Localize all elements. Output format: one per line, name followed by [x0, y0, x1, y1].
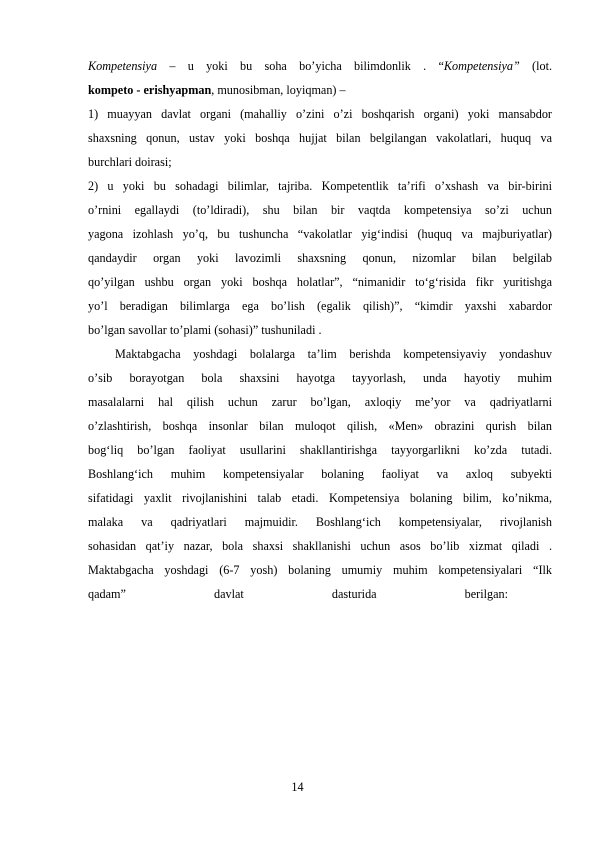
- text-line: boʼlgan savollar toʼplami (sohasi)” tushuniladi .: [88, 323, 322, 337]
- page-number: 14: [291, 780, 304, 794]
- term-kompetensiya: Kompetensiya: [88, 59, 158, 73]
- text-line: oʼrnini egallaydi (toʼldiradi), shu bilan bir vaqtda kompetensiya soʼzi uchun: [88, 203, 552, 217]
- text-line: 1) muayyan davlat organi (mahalliy oʼzini oʼzi boshqarish organi) yoki mansabdor: [88, 107, 552, 121]
- text-line: masalalarni hal qilish uchun zarur boʼlgan, axloqiy meʼyor va qadriyatlarni: [88, 395, 552, 409]
- text-line: burchlari doirasi;: [88, 155, 172, 169]
- definition-text: , munosibman, loyiqman) –: [211, 83, 346, 97]
- text-line: yoʼl beradigan bilimlarga ega boʼlish (egalik qilish)”, “kimdir yaxshi xabardor: [88, 299, 552, 313]
- term-kompetensiya-quoted: Kompetensiya”: [443, 59, 520, 73]
- definition-line-2: [88, 82, 552, 98]
- text-line: bogʻliq boʼlgan faoliyat usullarini shakllantirishga tayyorgarlikni koʼzda tutadi.: [88, 443, 552, 457]
- text-line: shaxsning qonun, ustav yoki boshqa hujjat bilan belgilangan vakolatlari, huquq va: [88, 131, 552, 145]
- text-line: Maktabgacha yoshdagi (6-7 yosh) bolaning umumiy muhim kompetensiyalari “Ilk: [88, 563, 552, 577]
- text-line: qandaydir organ yoki lavozimli shaxsning qonun, nizomlar bilan belgilab: [88, 251, 552, 265]
- text-line: Boshlangʻich muhim kompetensiyalar bolaning faoliyat va axloq subyekti: [88, 467, 552, 481]
- text-line: yagona izohlash yoʼq, bu tushuncha “vakolatlar yigʻindisi (huquq va majburiyatlar): [88, 227, 552, 241]
- text-line: malaka va qadriyatlari majmuidir. Boshlangʻich kompetensiyalar, rivojlanish: [88, 515, 552, 529]
- text-line: Maktabgacha yoshdagi bolalarga taʼlim berishda kompetensiyaviy yondashuv: [115, 347, 552, 361]
- latin-term: kompeto - erishyapman: [88, 83, 212, 97]
- text-line: sohasidan qatʼiy nazar, bola shaxsi shakllanishi uchun asos boʼlib xizmat qiladi .: [88, 539, 552, 553]
- text-line: oʼzlashtirish, boshqa insonlar bilan muloqot qilish, «Men» obrazini qurish bilan: [88, 419, 552, 433]
- definition-text: – u yoki bu soha boʼyicha bilimdonlik . “: [157, 59, 444, 73]
- text-line: oʼsib borayotgan bola shaxsini hayotga tayyorlash, unda hayotiy muhim: [88, 371, 552, 385]
- text-line: 2) u yoki bu sohadagi bilimlar, tajriba. Kompetentlik taʼrifi oʼxshash va bir-birini: [88, 179, 552, 193]
- definition-line-1: [88, 58, 552, 74]
- definition-text: (lot.: [519, 59, 552, 73]
- text-line: qadam” davlat dasturida berilgan:: [88, 587, 508, 601]
- text-line: qoʼyilgan ushbu organ yoki boshqa holatlar”, “nimanidir toʻgʻrisida fikr yuritishga: [88, 275, 552, 289]
- text-line: sifatidagi yaxlit rivojlanishini talab etadi. Kompetensiya bolaning bilim, koʼnikma,: [88, 491, 552, 505]
